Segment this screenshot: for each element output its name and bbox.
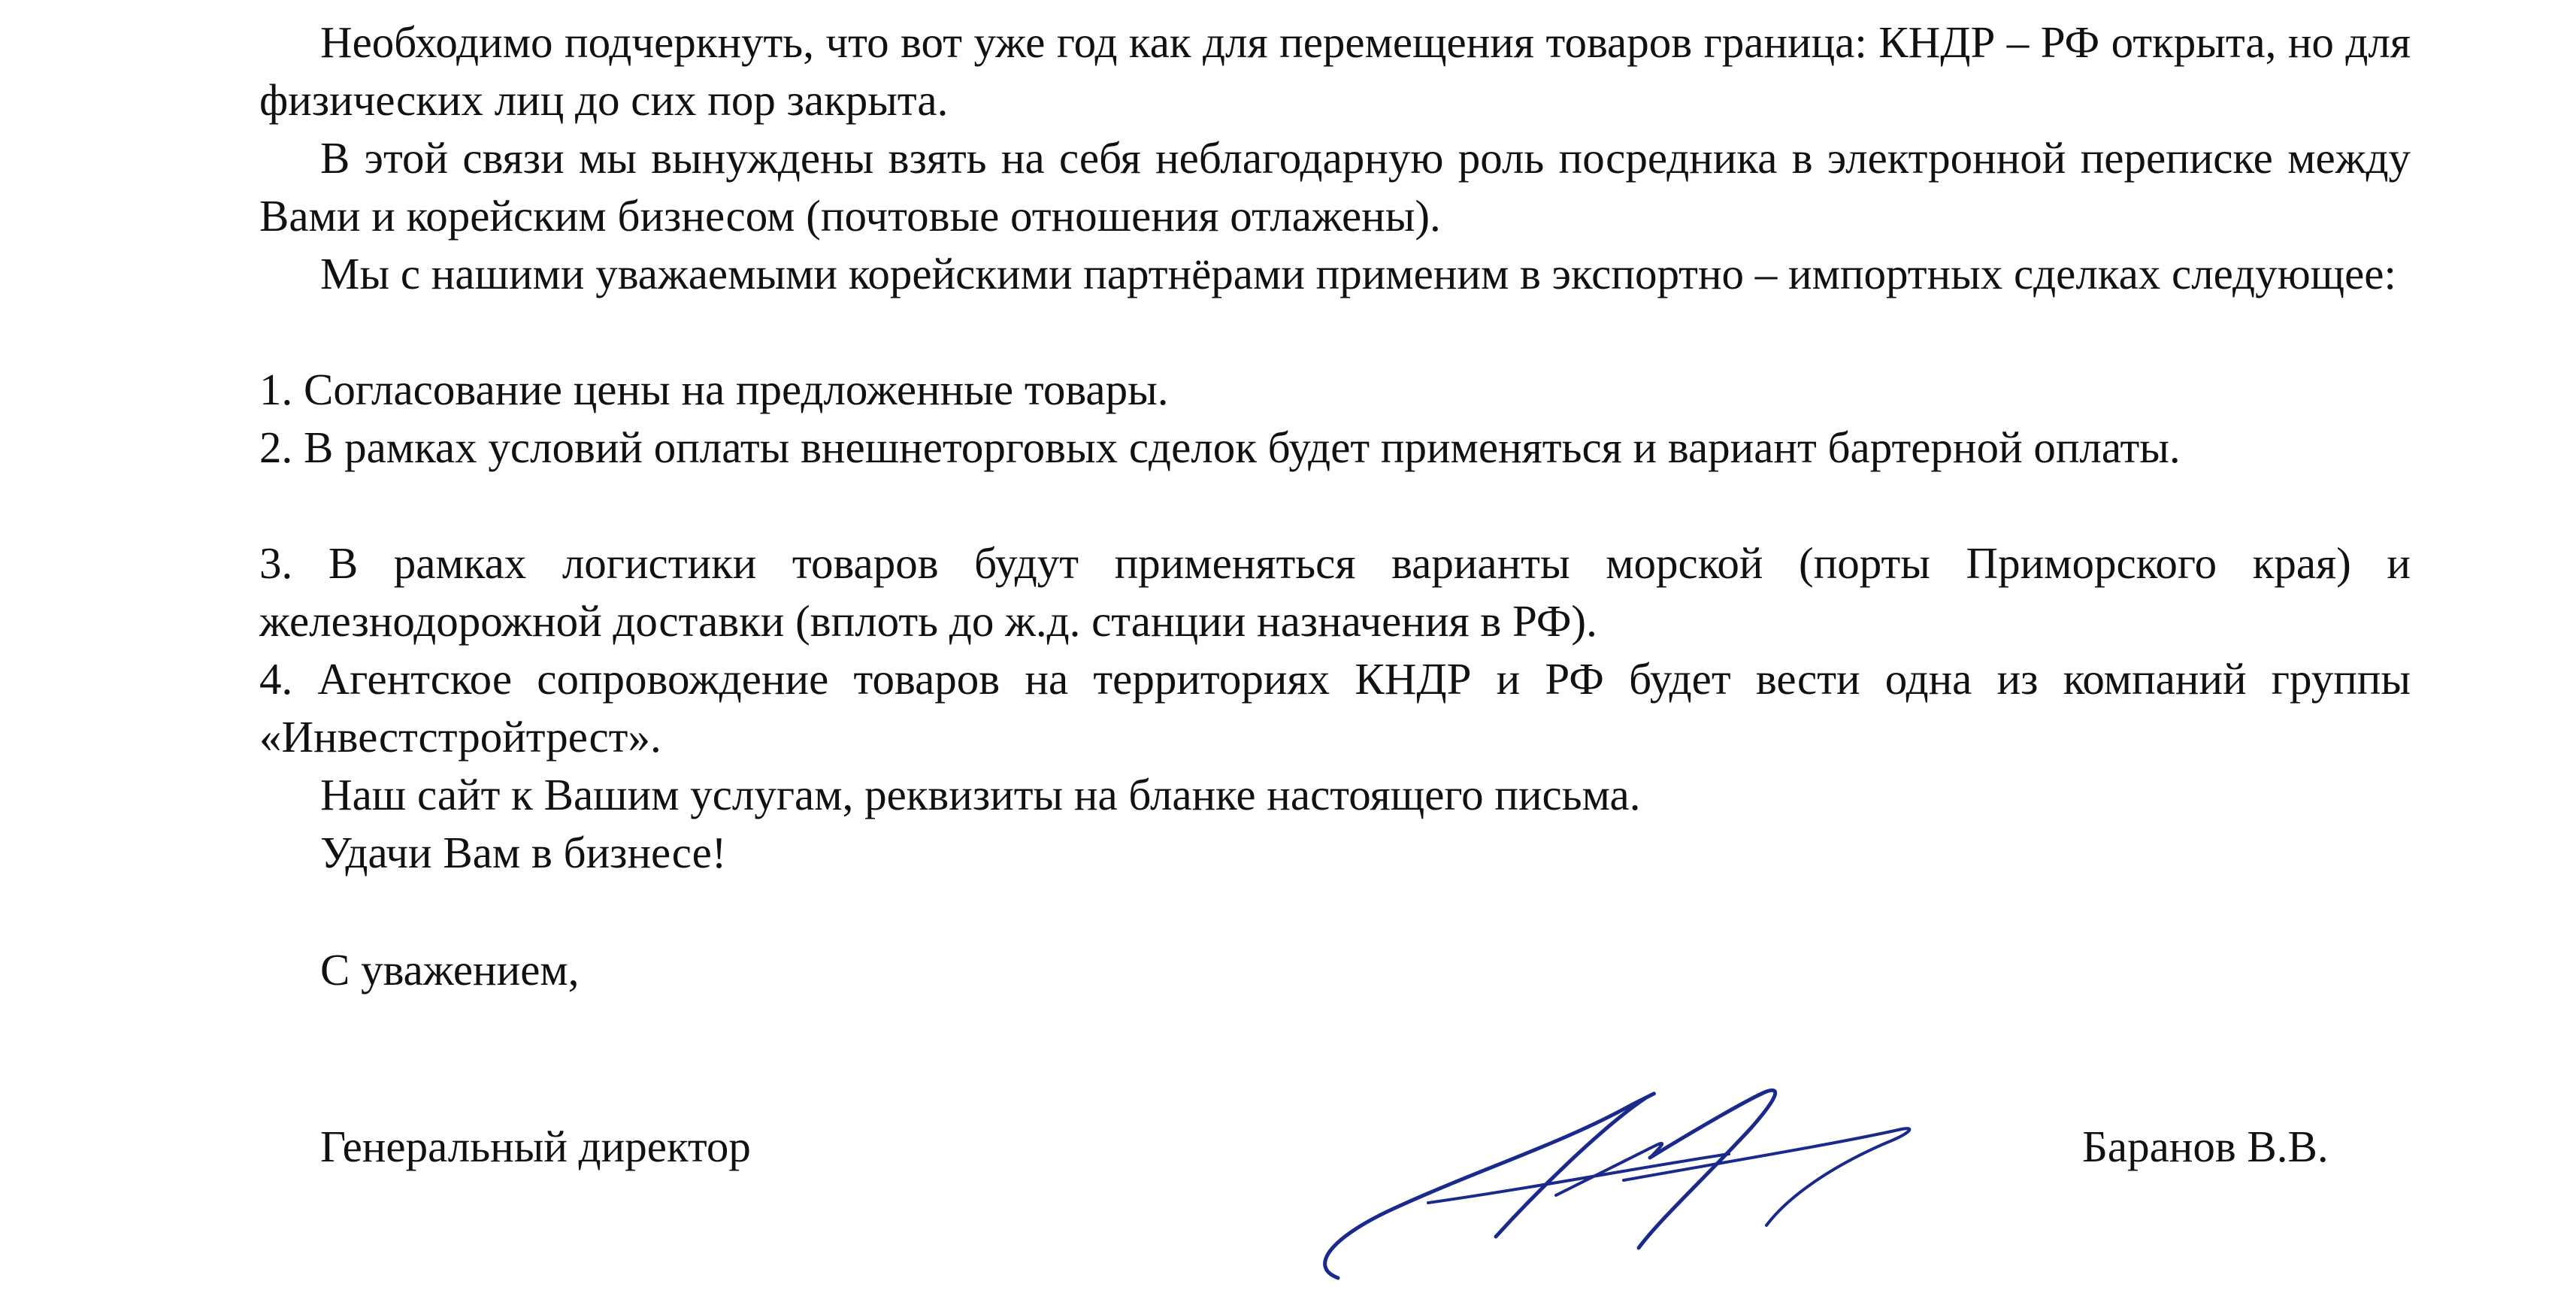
- signature-ink-strokes: [1325, 1090, 1910, 1278]
- closing-regards: С уважением,: [320, 945, 580, 995]
- signatory-title: Генеральный директор: [320, 1122, 751, 1171]
- list-item-logistics: 3. В рамках логистики товаров будут применяться варианты морской (порты Приморского края) и железнодорожной доставки (вплоть до ж.д. станции назначения в РФ).: [259, 538, 2411, 646]
- paragraph-border-status: Необходимо подчеркнуть, что вот уже год как для перемещения товаров граница: КНДР – РФ открыта, но для физических лиц до сих пор закрыта.: [259, 17, 2411, 125]
- paragraph-website: Наш сайт к Вашим услугам, реквизиты на бланке настоящего письма.: [320, 770, 1641, 819]
- paragraph-partners-intro: Мы с нашими уважаемыми корейскими партнёрами применим в экспортно – импортных сделках следующее:: [320, 249, 2396, 298]
- paragraph-good-luck: Удачи Вам в бизнесе!: [320, 828, 727, 877]
- paragraph-intermediary-role: В этой связи мы вынуждены взять на себя неблагодарную роль посредника в электронной переписке между Вами и корейским бизнесом (почтовые отношения отлажены).: [259, 133, 2411, 241]
- handwritten-signature: [1308, 1075, 1939, 1293]
- signatory-name: Баранов В.В.: [2082, 1122, 2329, 1171]
- list-item-barter-payment: 2. В рамках условий оплаты внешнеторговых сделок будет применяться и вариант бартерной оплаты.: [259, 422, 2181, 472]
- list-item-price-agreement: 1. Согласование цены на предложенные товары.: [259, 365, 1169, 414]
- list-item-agency-support: 4. Агентское сопровождение товаров на территориях КНДР и РФ будет вести одна из компаний группы «Инвестстройтрест».: [259, 654, 2411, 762]
